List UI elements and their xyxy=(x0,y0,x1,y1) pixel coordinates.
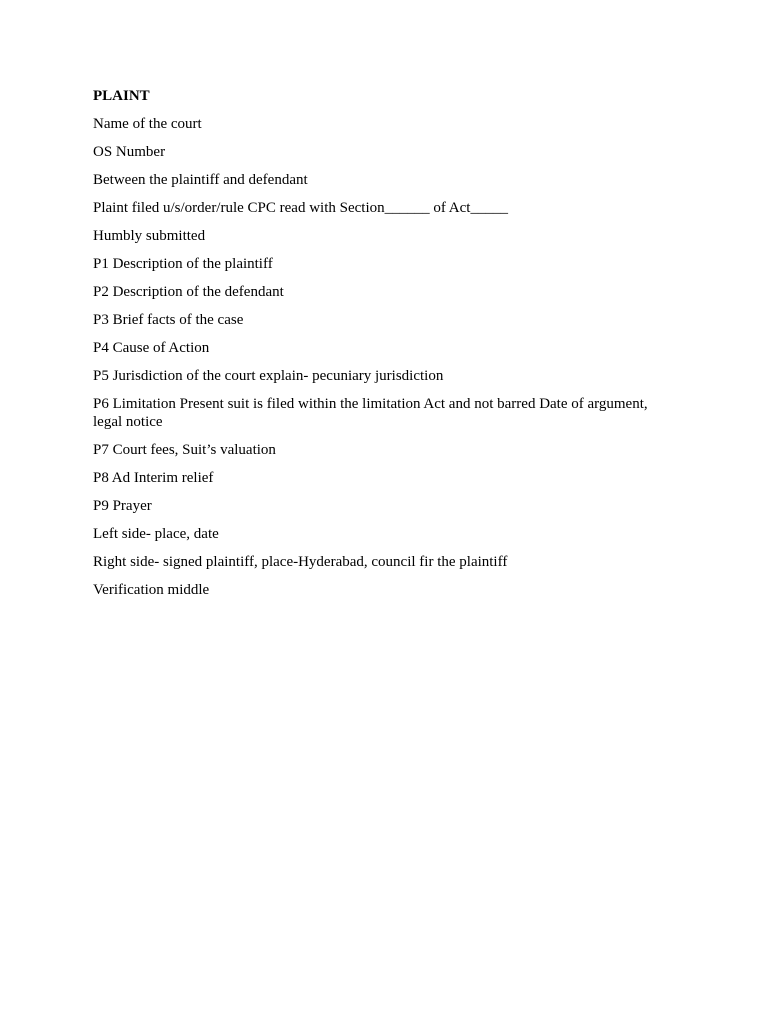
line-humbly-submitted: Humbly submitted xyxy=(93,228,206,244)
line-p6: P6 Limitation Present suit is filed within the limitation Act and not barred Date of argument, legal notice xyxy=(93,396,648,430)
line-p3: P3 Brief facts of the case xyxy=(93,312,244,328)
line-name-of-court: Name of the court xyxy=(93,116,202,132)
line-left-side: Left side- place, date xyxy=(93,526,219,542)
line-os-number: OS Number xyxy=(93,144,166,160)
line-right-side: Right side- signed plaintiff, place-Hyderabad, council fir the plaintiff xyxy=(93,554,508,570)
document-page xyxy=(93,87,678,609)
line-p1: P1 Description of the plaintiff xyxy=(93,256,273,272)
line-p8: P8 Ad Interim relief xyxy=(93,470,214,486)
line-plaint-filed: Plaint filed u/s/order/rule CPC read with Section______ of Act_____ xyxy=(93,200,508,216)
document-title: PLAINT xyxy=(93,88,150,104)
line-p9: P9 Prayer xyxy=(93,498,152,514)
line-parties: Between the plaintiff and defendant xyxy=(93,172,308,188)
line-p4: P4 Cause of Action xyxy=(93,340,210,356)
line-verification: Verification middle xyxy=(93,582,210,598)
line-p2: P2 Description of the defendant xyxy=(93,284,284,300)
line-p7: P7 Court fees, Suit’s valuation xyxy=(93,442,276,458)
line-p5: P5 Jurisdiction of the court explain- pecuniary jurisdiction xyxy=(93,368,444,384)
